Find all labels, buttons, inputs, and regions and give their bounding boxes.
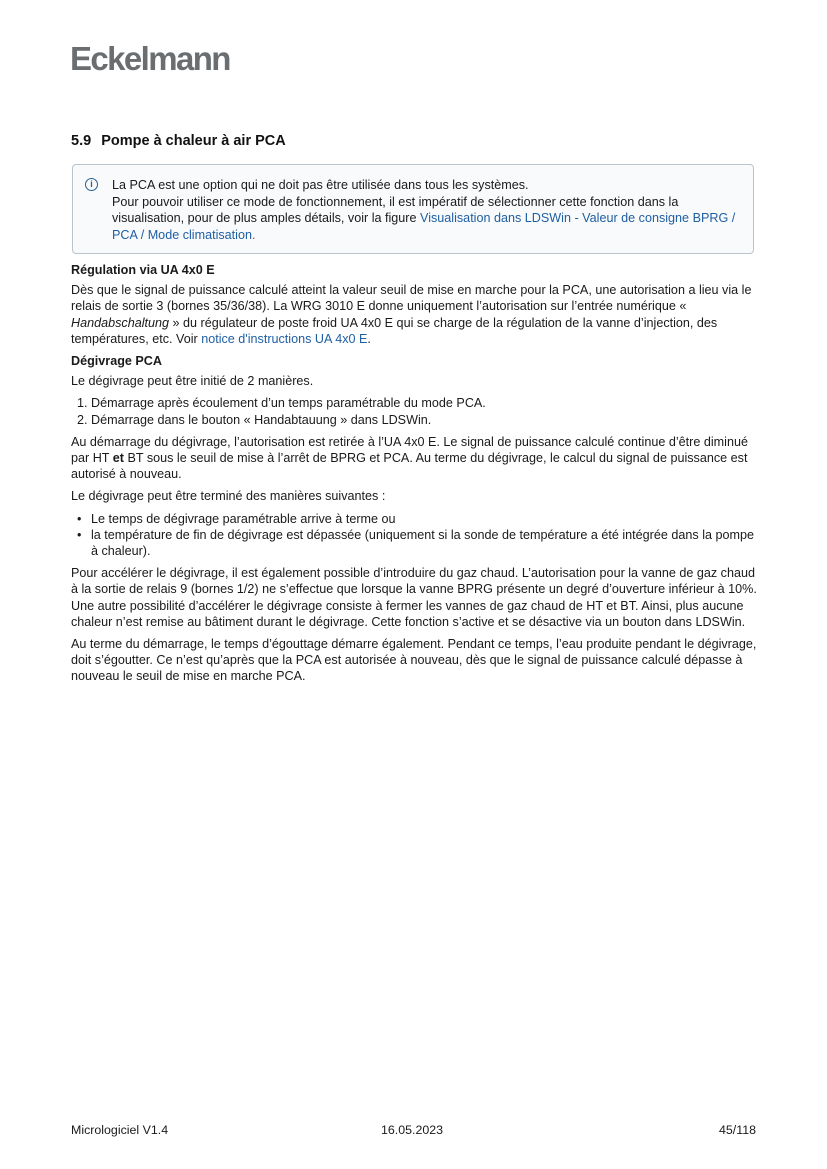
regulation-paragraph <box>71 282 761 347</box>
defrost-end-list <box>71 511 761 560</box>
note-suffix: . <box>252 227 256 242</box>
eckelmann-logo: Eckelmann <box>70 40 230 77</box>
regulation-suffix: . <box>367 331 371 346</box>
section-title-text: Pompe à chaleur à air PCA <box>101 133 286 149</box>
defrost-start-text-2: BT sous le seuil de mise à l’arrêt de BPRG et PCA. Au terme du dégivrage, le calcul du signal de puissance est autorisé à nouveau. <box>71 451 748 482</box>
defrost-start-list <box>71 395 761 427</box>
bold-et: et <box>112 451 124 466</box>
defrost-end-intro: Le dégivrage peut être terminé des manières suivantes : <box>71 489 386 504</box>
page-number: 45/118 <box>719 1123 756 1137</box>
regulation-text-2: » du régulateur de poste froid UA 4x0 E qui se charge de la régulation de la vanne d’injection, des températures, etc. Voir <box>71 315 718 346</box>
note-line-1: La PCA est une option qui ne doit pas être utilisée dans tous les systèmes. <box>112 178 529 192</box>
list-item: • Le temps de dégivrage paramétrable arrive à terme ou <box>91 511 761 527</box>
drip-paragraph: Au terme du démarrage, le temps d’égouttage démarre également. Pendant ce temps, l’eau produite pendant le dégivrage, doit s’égoutter. Ce n’est qu’après que la PCA est autorisée à nouveau, dès que le signal de puissance calculé dépasse à nouveau le seuil de mise en marche PCA. <box>71 637 757 684</box>
list-item: 2. Démarrage dans le bouton « Handabtauung » dans LDSWin. <box>91 412 761 428</box>
info-icon: i <box>85 178 98 191</box>
regulation-heading: Régulation via UA 4x0 E <box>71 263 215 277</box>
regulation-text-1: Dès que le signal de puissance calculé atteint la valeur seuil de mise en marche pour la PCA, une autorisation a lieu via le relais de sortie 3 (bornes 35/36/38). La WRG 3010 E donne uniquement l’autorisation sur l’entrée numérique « <box>71 283 752 314</box>
instructions-link[interactable]: notice d'instructions UA 4x0 E <box>201 331 368 346</box>
defrost-start-text-1: Au démarrage du dégivrage, l’autorisation est retirée à l’UA 4x0 E. Le signal de puissance calculé continue d’être diminué par HT <box>71 434 748 466</box>
handabschaltung-term: Handabschaltung <box>71 315 170 330</box>
note-line-2: Pour pouvoir utiliser ce mode de fonctionnement, il est impératif de sélectionner cette fonction dans la visualisation, pour de plus amples détails, voir la figure <box>112 194 679 225</box>
page-footer <box>71 1123 756 1139</box>
firmware-version: Micrologiciel V1.4 <box>71 1123 169 1137</box>
section-number: 5.9 <box>71 133 92 149</box>
accelerate-paragraph-2: Une autre possibilité d’accélérer le dégivrage consiste à fermer les vannes de gaz chaud de HT et BT. Ainsi, plus aucune chaleur n’est remise au bâtiment durant le dégivrage. Cette fonction s’active et se désactive via un bouton dans LDSWin. <box>71 598 746 629</box>
list-item: • la température de fin de dégivrage est dépassée (uniquement si la sonde de température a été intégrée dans la pompe à chaleur). <box>91 527 761 559</box>
note-text <box>112 177 742 243</box>
defrost-heading: Dégivrage PCA <box>71 354 162 369</box>
info-note-box <box>72 164 754 254</box>
defrost-start-paragraph <box>71 434 761 483</box>
defrost-intro: Le dégivrage peut être initié de 2 manières. <box>71 374 314 389</box>
list-item: 1. Démarrage après écoulement d’un temps paramétrable du mode PCA. <box>91 395 761 411</box>
section-title <box>71 133 286 149</box>
main-content <box>71 262 761 691</box>
figure-link[interactable]: Visualisation dans LDSWin - Valeur de consigne BPRG / PCA / Mode climatisation <box>112 211 736 242</box>
accelerate-paragraph-1: Pour accélérer le dégivrage, il est également possible d’introduire du gaz chaud. L’autorisation pour la vanne de gaz chaud à la sortie de relais 9 (bornes 1/2) ne s’effectue que lorsque la vanne BPRG présente un degré d’ouverture inférieur à 10%. <box>71 566 757 597</box>
document-date: 16.05.2023 <box>381 1123 444 1137</box>
